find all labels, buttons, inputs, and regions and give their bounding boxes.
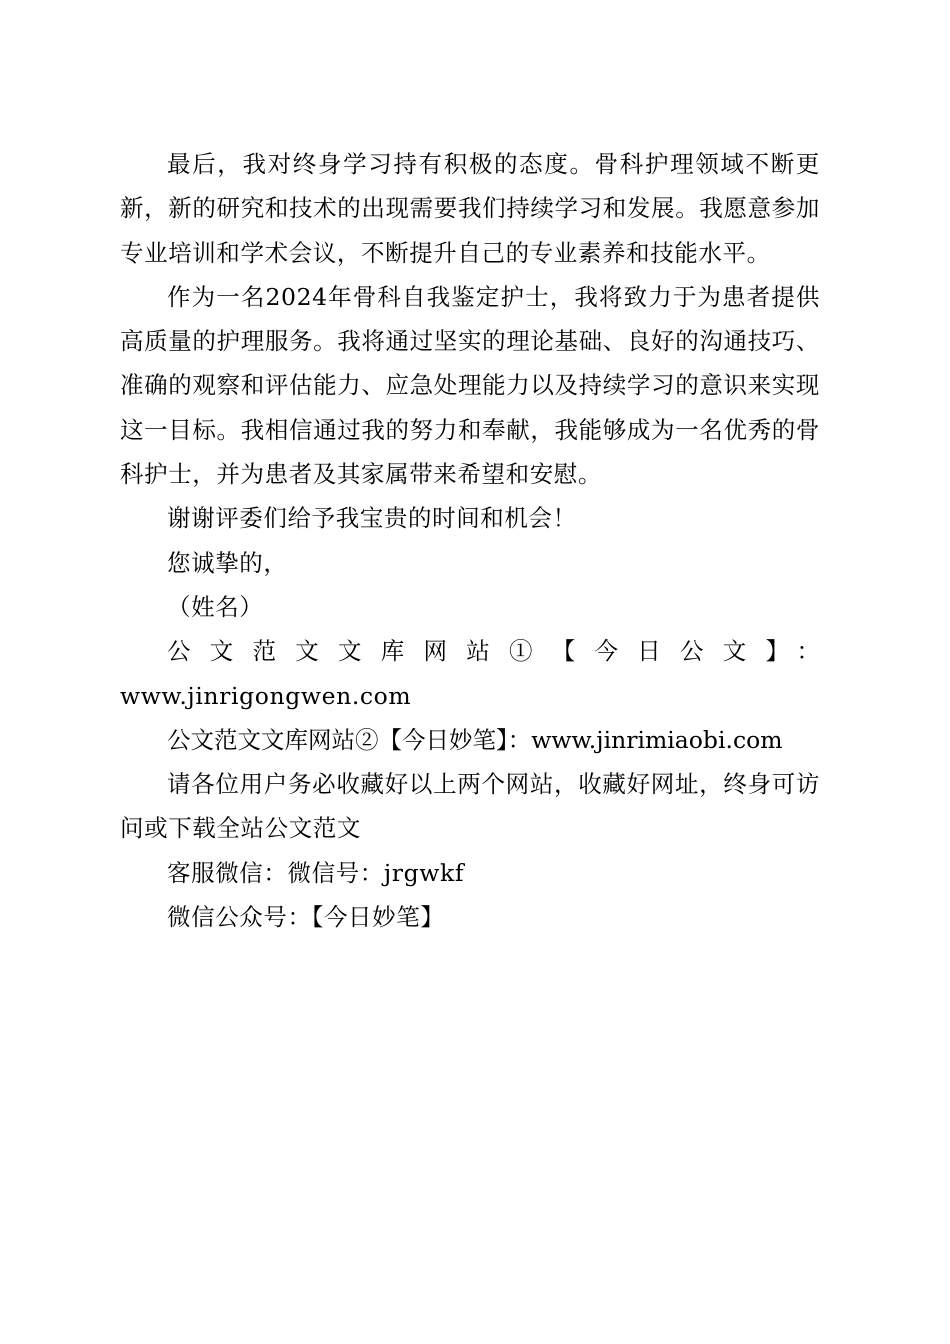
site2-line: 公文范文文库网站②【今日妙笔】：www.jinrimiaobi.com	[167, 725, 783, 754]
paragraph-lifelong-learning: 最后，我对终身学习持有积极的态度。骨科护理领域不断更新，新的研究和技术的出现需要我们持续学习和发展。我愿意参加专业培训和学术会议，不断提升自己的专业素养和技能水平。	[120, 150, 820, 267]
notice-paragraph: 请各位用户务必收藏好以上两个网站，收藏好网址，终身可访问或下载全站公文范文	[120, 770, 820, 843]
paragraph-closing: 您诚挚的，	[167, 548, 288, 577]
paragraph-thanks: 谢谢评委们给予我宝贵的时间和机会！	[167, 504, 577, 533]
paragraph-summary: 作为一名2024年骨科自我鉴定护士，我将致力于为患者提供高质量的护理服务。我将通过坚实的理论基础、良好的沟通技巧、准确的观察和评估能力、应急处理能力以及持续学习的意识来实现这一目标。我相信通过我的努力和奉献，我能够成为一名优秀的骨科护士，并为患者及其家属带来希望和安慰。	[120, 282, 820, 489]
wechat-service: 客服微信：微信号：jrgwkf	[167, 858, 465, 887]
wechat-official: 微信公众号：【今日妙笔】	[167, 903, 445, 932]
site1-url: www.jinrigongwen.com	[120, 681, 412, 710]
document-body	[120, 142, 820, 939]
site1-label: 公文范文文库网站①【今日公文】：	[167, 637, 820, 666]
paragraph-signature-name: （姓名）	[167, 592, 264, 621]
